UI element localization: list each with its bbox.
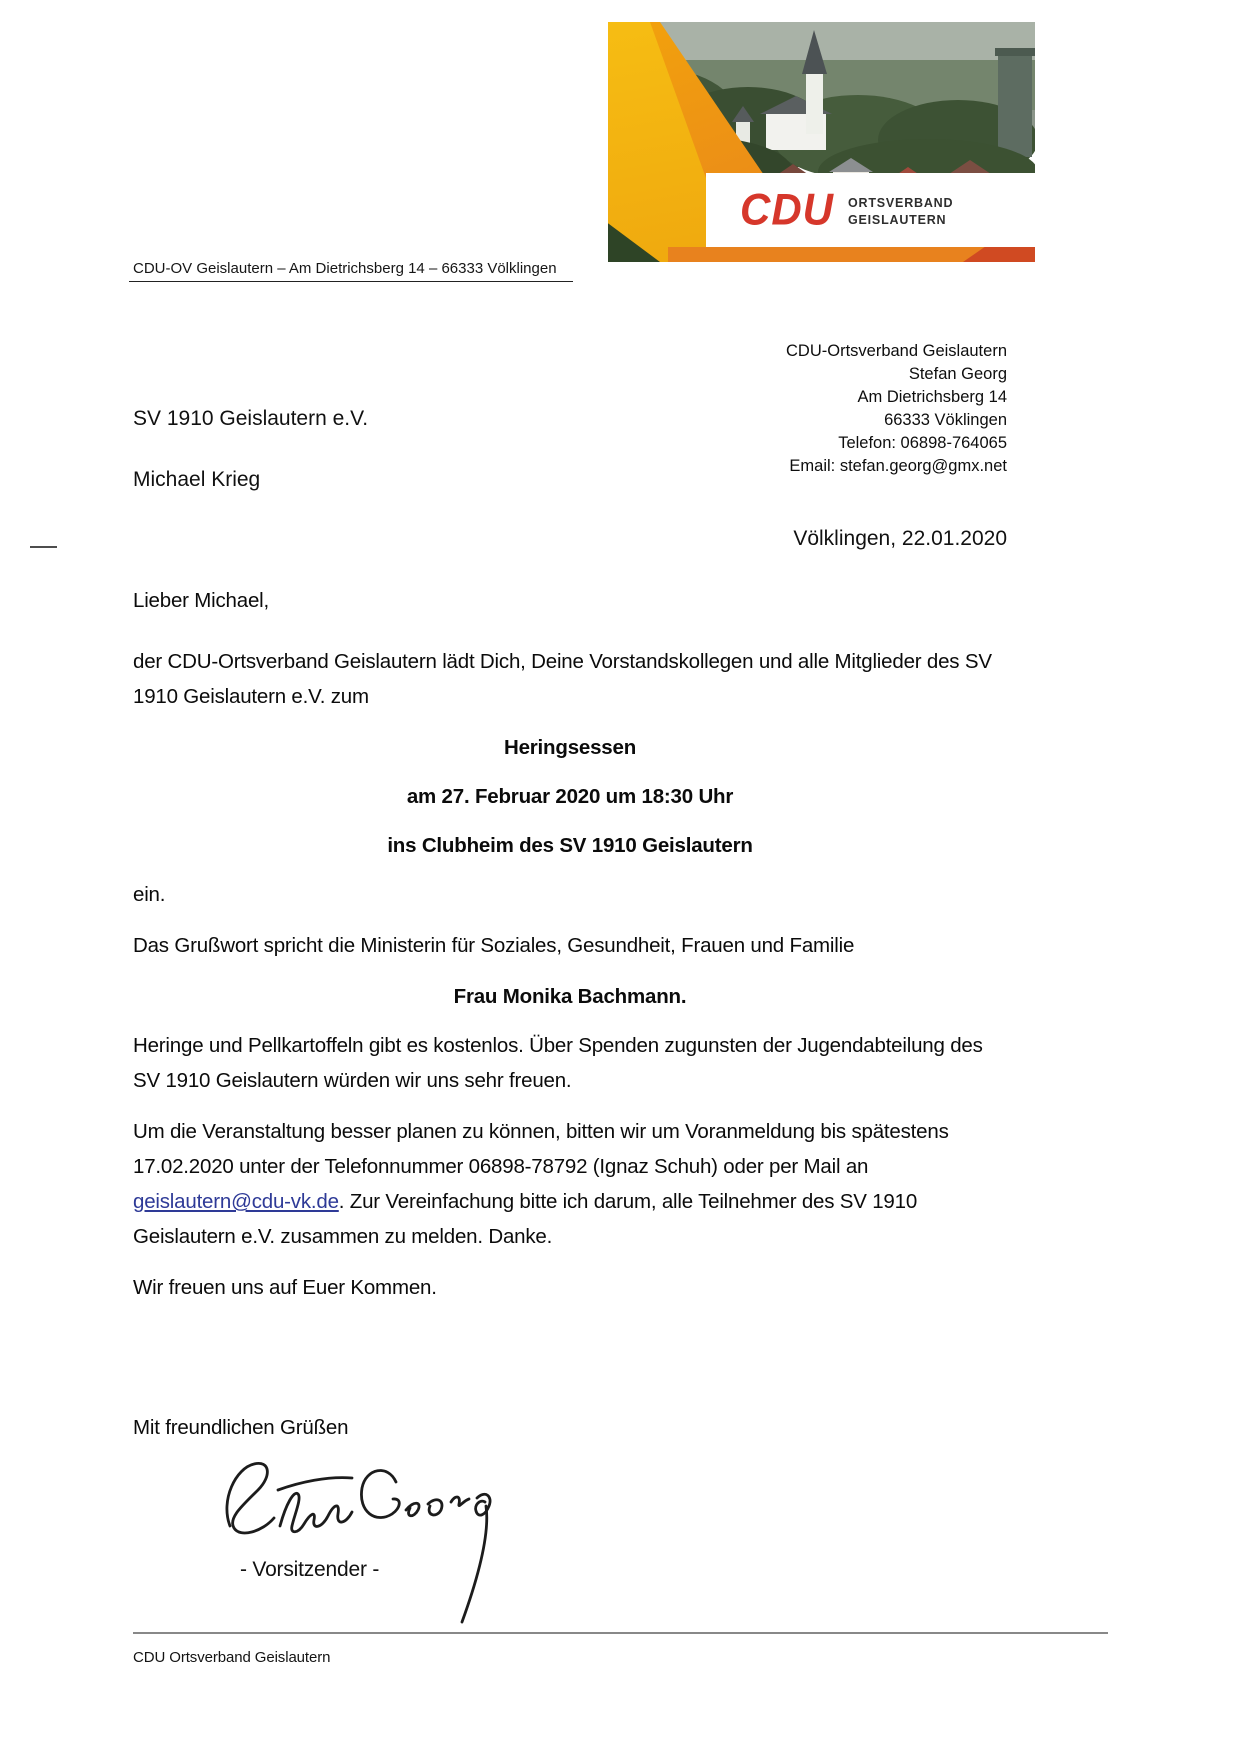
address-line: Am Dietrichsberg 14 xyxy=(857,388,1007,406)
dateline: Völklingen, 22.01.2020 xyxy=(793,527,1007,550)
orange-bar-end xyxy=(963,247,1035,262)
para-heringe: Heringe und Pellkartoffeln gibt es kostenlos. Über Spenden zugunsten der Jugendabteilung des SV 1910 Geislautern würden wir uns sehr freuen. xyxy=(133,1034,983,1092)
guest-name: Frau Monika Bachmann. xyxy=(453,985,687,1008)
header-image xyxy=(608,22,1035,262)
cdu-logo-box xyxy=(706,173,1035,247)
address-block xyxy=(660,340,1007,478)
sender-line: CDU-OV Geislautern – Am Dietrichsberg 14 – 66333 Völklingen xyxy=(129,260,573,282)
event-title: Heringsessen xyxy=(503,736,637,759)
event-datetime: am 27. Februar 2020 um 18:30 Uhr xyxy=(406,785,734,808)
email-link[interactable]: geislautern@cdu-vk.de xyxy=(133,1190,339,1213)
signature-handwriting-stefan-georg xyxy=(200,1438,500,1628)
address-line: 66333 Vöklingen xyxy=(884,411,1007,429)
fold-mark xyxy=(30,546,57,548)
event-location: ins Clubheim des SV 1910 Geislautern xyxy=(387,834,753,857)
address-line: CDU-Ortsverband Geislautern xyxy=(786,342,1007,360)
footer-text: CDU Ortsverband Geislautern xyxy=(133,1649,331,1666)
orange-bar xyxy=(668,247,1035,262)
recipient-org: SV 1910 Geislautern e.V. xyxy=(133,407,369,430)
para-voranmeldung-text2: . Zur Vereinfachung bitte ich darum, alle Teilnehmer des SV 1910 Geislautern e.V. zusammen zu melden. Danke. xyxy=(133,1190,918,1248)
para-voranmeldung-text: Um die Veranstaltung besser planen zu können, bitten wir um Voranmeldung bis spätestens 17.02.2020 unter der Telefonnummer 06898-78792 (Ignaz Schuh) oder per Mail an xyxy=(133,1120,949,1178)
logo-org-line2: GEISLAUTERN xyxy=(848,213,947,227)
address-line: Telefon: 06898-764065 xyxy=(838,434,1007,452)
letter-body xyxy=(133,583,1007,1445)
address-line: Stefan Georg xyxy=(908,365,1007,383)
logo-org-line1: ORTSVERBAND xyxy=(848,196,954,210)
salutation: Lieber Michael, xyxy=(133,589,270,612)
para-voranmeldung xyxy=(133,1114,1007,1254)
recipient-name: Michael Krieg xyxy=(133,468,261,491)
closing: Mit freundlichen Grüßen xyxy=(133,1416,349,1439)
footer-rule xyxy=(133,1632,1108,1634)
para-grusswort: Das Grußwort spricht die Ministerin für Soziales, Gesundheit, Frauen und Familie xyxy=(133,934,855,957)
cdu-logo-orgname xyxy=(848,195,953,229)
para-kommen: Wir freuen uns auf Euer Kommen. xyxy=(133,1276,437,1299)
address-line: Email: stefan.georg@gmx.net xyxy=(789,457,1007,475)
para-invitation: der CDU-Ortsverband Geislautern lädt Dich, Deine Vorstandskollegen und alle Mitglieder des SV 1910 Geislautern e.V. zum xyxy=(133,650,992,708)
cdu-logo: CDU xyxy=(740,184,834,235)
para-ein: ein. xyxy=(133,883,166,906)
signature-title: - Vorsitzender - xyxy=(240,1558,380,1581)
